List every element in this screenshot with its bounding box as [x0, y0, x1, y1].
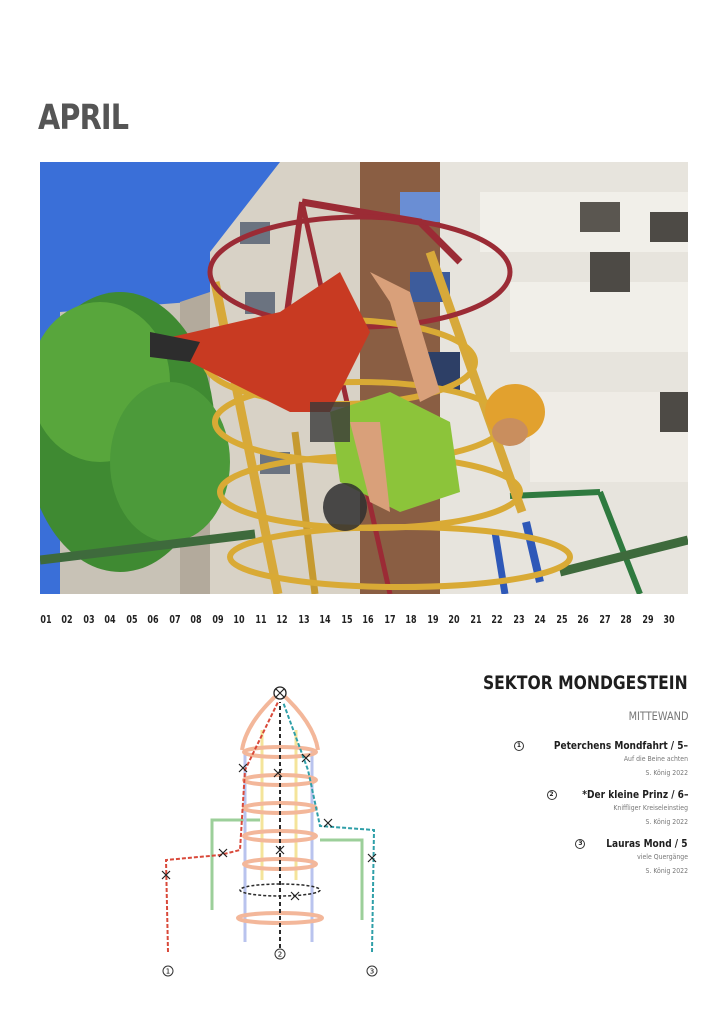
- day-number: 01: [40, 614, 52, 626]
- day-number: 14: [319, 614, 331, 626]
- day-number: 23: [513, 614, 525, 626]
- day-number: 12: [276, 614, 288, 626]
- svg-text:2: 2: [277, 950, 283, 959]
- day-number-row: [40, 614, 680, 630]
- start-label-2: [275, 949, 285, 959]
- route-name: Lauras Mond / 5: [606, 838, 688, 850]
- day-number: 11: [255, 614, 267, 626]
- route-entry-2: [488, 789, 688, 826]
- route-name: Peterchens Mondfahrt / 5–: [553, 740, 688, 752]
- day-number: 20: [448, 614, 460, 626]
- sector-subtitle: MITTEWAND: [628, 709, 688, 723]
- day-number: 18: [405, 614, 417, 626]
- day-number: 19: [427, 614, 439, 626]
- route-number-badge: 3: [575, 839, 585, 849]
- day-number: 13: [298, 614, 310, 626]
- route-entry-3: [488, 838, 688, 875]
- svg-text:3: 3: [369, 967, 375, 976]
- day-number: 22: [491, 614, 503, 626]
- month-title: APRIL: [38, 98, 129, 138]
- day-number: 09: [212, 614, 224, 626]
- route-author: S. König 2022: [645, 818, 688, 826]
- route-author: S. König 2022: [645, 867, 688, 875]
- start-label-1: [163, 966, 173, 976]
- day-number: 06: [147, 614, 159, 626]
- route-description: Auf die Beine achten: [623, 755, 688, 763]
- day-number: 04: [104, 614, 117, 626]
- route-author: S. König 2022: [645, 769, 688, 777]
- bolt-icon: [368, 854, 376, 862]
- day-number: 02: [61, 614, 74, 626]
- route-entry-1: [488, 740, 688, 777]
- climber-on-cage-photo: [40, 162, 688, 594]
- day-number: 24: [534, 614, 546, 626]
- day-number: 29: [641, 614, 654, 626]
- rail-right: [320, 840, 362, 920]
- day-number: 27: [598, 614, 611, 626]
- svg-text:1: 1: [165, 967, 171, 976]
- route-description: viele Quergänge: [637, 853, 688, 861]
- route-description: Kniffliger Kreiseleinstieg: [613, 804, 688, 812]
- day-number: 08: [190, 614, 202, 626]
- day-number: 28: [620, 614, 632, 626]
- day-number: 10: [233, 614, 245, 626]
- day-number: 25: [555, 614, 568, 626]
- sector-title: SEKTOR MONDGESTEIN: [483, 672, 688, 694]
- route-name: *Der kleine Prinz / 6–: [581, 789, 688, 801]
- day-number: 21: [470, 614, 482, 626]
- day-number: 16: [362, 614, 374, 626]
- day-number: 26: [577, 614, 589, 626]
- day-number: 03: [83, 614, 95, 626]
- route-number-badge: 1: [514, 741, 524, 751]
- day-number: 15: [341, 614, 353, 626]
- day-number: 30: [663, 614, 675, 626]
- day-number: 17: [384, 614, 396, 626]
- day-number: 05: [126, 614, 138, 626]
- route-number-badge: 2: [547, 790, 557, 800]
- day-number: 07: [169, 614, 181, 626]
- route-topo-diagram: [150, 680, 400, 980]
- start-label-3: [367, 966, 377, 976]
- bolt-icon: [291, 892, 299, 900]
